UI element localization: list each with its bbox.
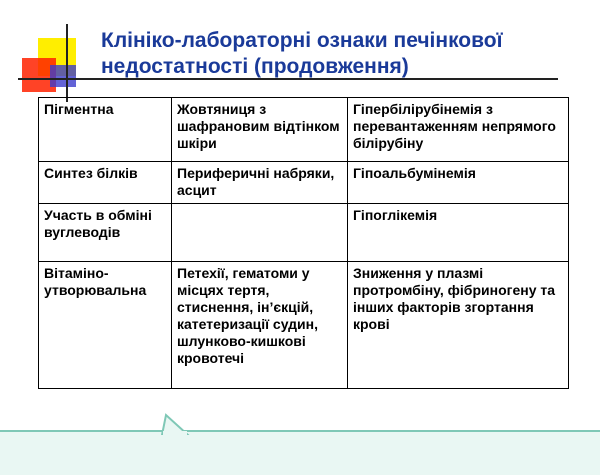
table-cell [172,204,348,262]
footer-band [0,430,600,475]
table-cell: Гіпербілірубінемія з перевантаженням непрямого білірубіну [348,98,569,162]
table-row [39,204,569,262]
decor-vertical-line [66,24,68,102]
table-cell: Петехії, гематоми у місцях тертя, стиснення, ін’єкцій, катетеризації судин, шлунково-кишкові кровотечі [172,262,348,389]
table-row [39,162,569,204]
slide-title-line-1: Клініко-лабораторні ознаки печінкової [101,29,503,52]
table-cell: Пігментна [39,98,172,162]
table-cell: Синтез білків [39,162,172,204]
table-cell: Зниження у плазмі протромбіну, фібриногену та інших факторів згортання крові [348,262,569,389]
slide-title [101,28,561,80]
signs-table [38,97,569,389]
table-row [39,98,569,162]
signs-table-container [38,97,569,389]
slide-title-line-2: недостатності (продовження) [101,55,409,78]
table-row [39,262,569,389]
table-cell: Участь в обміні вуглеводів [39,204,172,262]
table-cell: Вітаміно-утворювальна [39,262,172,389]
table-cell: Жовтяниця з шафрановим відтінком шкіри [172,98,348,162]
table-cell: Периферичні набряки, асцит [172,162,348,204]
table-cell: Гіпоглікемія [348,204,569,262]
decor-blue-square [50,65,76,87]
table-cell: Гіпоальбумінемія [348,162,569,204]
callout-pointer [160,413,190,435]
